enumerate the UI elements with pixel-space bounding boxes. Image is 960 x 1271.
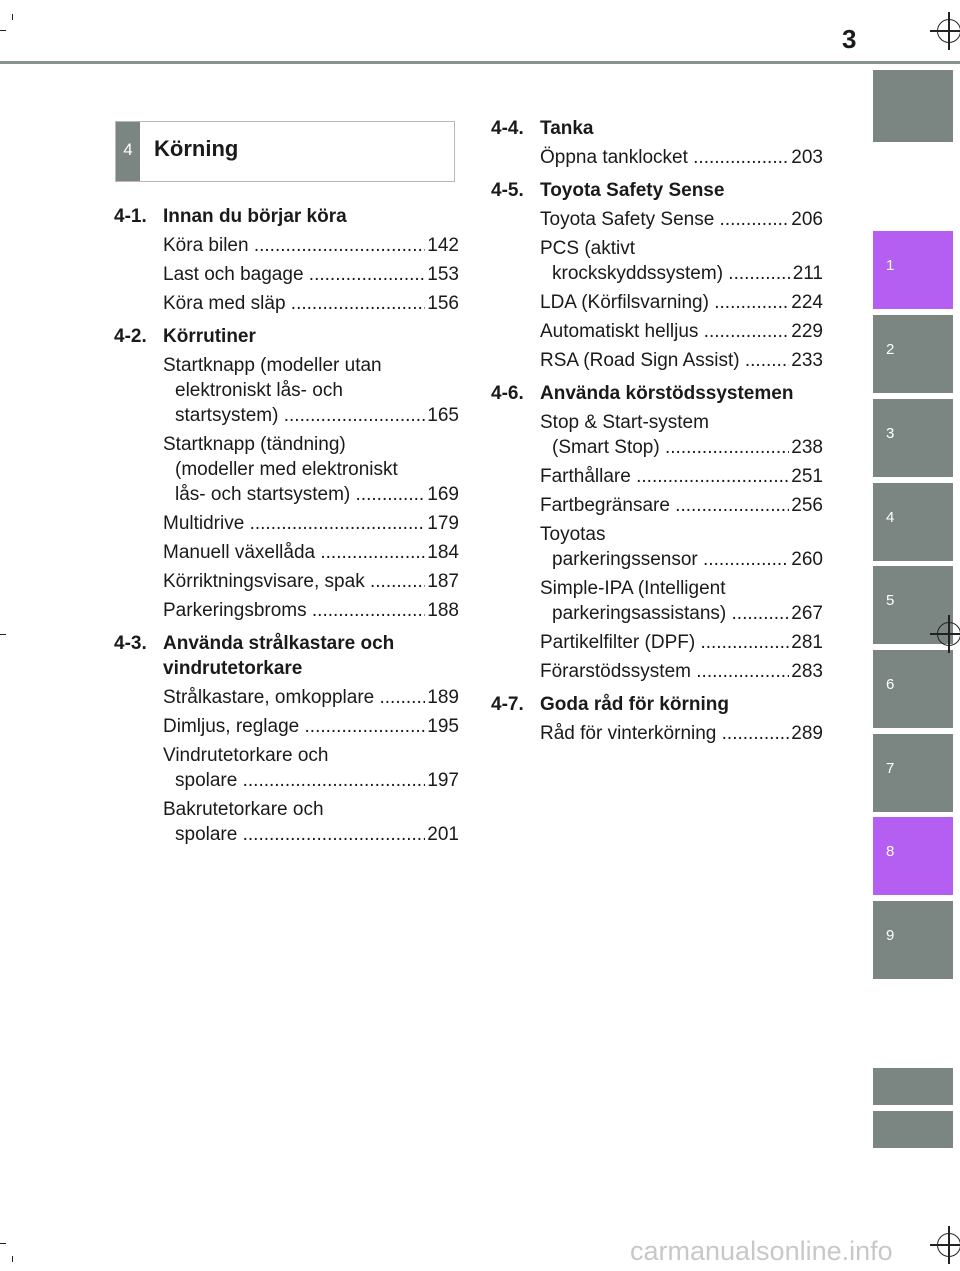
toc-section: [114, 204, 459, 316]
toc-entry[interactable]: [163, 743, 459, 793]
chapter-tab-2[interactable]: [873, 315, 953, 393]
registration-mark-icon: [937, 1233, 960, 1257]
entry-line: Köra bilen .....: [163, 233, 425, 258]
toc-section: [114, 631, 459, 847]
entry-label: [163, 291, 425, 316]
entry-label: [163, 797, 425, 847]
entry-label: [540, 207, 789, 232]
entry-page-number: 211: [792, 263, 823, 284]
entry-label: [163, 598, 425, 623]
section-heading: [491, 692, 823, 717]
entry-line: PCS (aktivt: [540, 238, 636, 259]
toc-entry[interactable]: [540, 721, 823, 746]
entry-label: [540, 290, 789, 315]
entry-label: [540, 348, 789, 373]
section-title: Innan du börjar köra: [163, 206, 347, 227]
toc-right-column: [491, 116, 823, 754]
entry-label: [163, 432, 425, 507]
entry-line: krockskyddssystem) .....: [540, 261, 791, 286]
chapter-header: [115, 121, 455, 182]
chapter-title: Körning: [154, 136, 239, 161]
registration-mark-icon: [937, 622, 960, 646]
entry-line: Öppna tanklocket .....: [540, 145, 789, 170]
entry-line: RSA (Road Sign Assist) .....: [540, 348, 789, 373]
section-number: 4-6.: [491, 383, 524, 404]
entry-label: [540, 630, 789, 655]
entry-label: [163, 714, 425, 739]
toc-entry[interactable]: [540, 348, 823, 373]
section-heading: [491, 116, 823, 141]
entry-line: Startknapp (modeller utan: [163, 355, 382, 376]
chapter-tab-blank[interactable]: [873, 70, 953, 142]
entry-label: [163, 353, 425, 428]
toc-section: [491, 692, 823, 746]
section-heading: [114, 324, 459, 349]
entry-label: [540, 319, 789, 344]
entry-line: parkeringssensor .....: [540, 547, 789, 572]
entry-line: Partikelfilter (DPF) .....: [540, 630, 789, 655]
entry-line: Parkeringsbroms .....: [163, 598, 425, 623]
chapter-tab-1[interactable]: [873, 231, 953, 309]
section-number: 4-2.: [114, 326, 147, 347]
entry-label: [540, 493, 789, 518]
watermark: carmanualsonline.info: [630, 1236, 893, 1266]
toc-entry[interactable]: [163, 353, 459, 428]
entry-line: lås- och startsystem) .....: [163, 482, 425, 507]
entry-page-number: 233: [791, 350, 823, 371]
toc-entry[interactable]: [163, 714, 459, 739]
registration-mark-icon: [937, 19, 960, 43]
chapter-tab-label: 3: [886, 425, 895, 442]
crop-mark: [12, 14, 13, 20]
section-number: 4-3.: [114, 633, 147, 654]
toc-entry[interactable]: [163, 432, 459, 507]
section-title: Toyota Safety Sense: [540, 180, 725, 201]
section-number: 4-1.: [114, 206, 147, 227]
entry-page-number: 184: [427, 542, 459, 563]
toc-left-column: [114, 204, 459, 855]
entry-line: Dimljus, reglage .....: [163, 714, 425, 739]
chapter-tab-7[interactable]: [873, 734, 953, 812]
toc-entry[interactable]: [540, 659, 823, 684]
section-title: Körrutiner: [163, 326, 256, 347]
toc-entry[interactable]: [163, 569, 459, 594]
entry-page-number: 201: [427, 824, 459, 845]
chapter-tab-8[interactable]: [873, 817, 953, 895]
toc-entry[interactable]: [163, 291, 459, 316]
entry-page-number: 224: [791, 292, 823, 313]
chapter-tab-label: 5: [886, 592, 895, 609]
entry-page-number: 197: [427, 770, 459, 791]
entry-page-number: 281: [791, 632, 823, 653]
chapter-tab-9[interactable]: [873, 901, 953, 979]
chapter-number: 4: [116, 122, 140, 181]
section-title: Goda råd för körning: [540, 694, 729, 715]
toc-entry[interactable]: [163, 797, 459, 847]
entry-line: Simple-IPA (Intelligent: [540, 578, 726, 599]
entry-line: startsystem) .....: [163, 403, 425, 428]
chapter-tab-label: 9: [886, 927, 895, 944]
toc-entry[interactable]: [540, 319, 823, 344]
entry-line: Toyota Safety Sense .....: [540, 207, 789, 232]
entry-line: (Smart Stop) .....: [540, 435, 789, 460]
entry-page-number: 195: [427, 716, 459, 737]
toc-section: [114, 324, 459, 623]
entry-page-number: 203: [791, 147, 823, 168]
entry-line: Förarstödssystem .....: [540, 659, 789, 684]
entry-page-number: 188: [427, 600, 459, 621]
crop-mark: [0, 30, 6, 31]
toc-entry[interactable]: [163, 540, 459, 565]
entry-page-number: 289: [791, 723, 823, 744]
entry-label: [163, 743, 425, 793]
entry-line: Köra med släp .....: [163, 291, 425, 316]
entry-label: [540, 721, 789, 746]
entry-label: [540, 410, 789, 460]
entry-page-number: 169: [427, 484, 459, 505]
entry-label: [163, 685, 425, 710]
entry-line: Råd för vinterkörning .....: [540, 721, 789, 746]
entry-line: Manuell växellåda .....: [163, 540, 425, 565]
toc-entry[interactable]: [540, 290, 823, 315]
section-heading: [491, 178, 823, 203]
entry-page-number: 165: [427, 405, 459, 426]
entry-line: (modeller med elektroniskt: [175, 459, 398, 480]
entry-line: LDA (Körfilsvarning) .....: [540, 290, 789, 315]
entry-page-number: 187: [427, 571, 459, 592]
entry-page-number: 251: [791, 466, 823, 487]
crop-mark: [0, 1243, 6, 1244]
chapter-tab-label: 4: [886, 509, 895, 526]
entry-line: parkeringsassistans) .....: [540, 601, 789, 626]
toc-section: [491, 178, 823, 373]
entry-line: Körriktningsvisare, spak .....: [163, 569, 425, 594]
entry-line: Strålkastare, omkopplare .....: [163, 685, 425, 710]
entry-page-number: 267: [791, 603, 823, 624]
toc-entry[interactable]: [163, 598, 459, 623]
section-title: Tanka: [540, 118, 594, 139]
entry-label: [163, 233, 425, 258]
crop-mark: [0, 634, 6, 635]
chapter-tab-4[interactable]: [873, 483, 953, 561]
section-heading: [114, 204, 459, 229]
toc-entry[interactable]: [163, 262, 459, 287]
entry-label: [540, 236, 791, 286]
entry-page-number: 189: [427, 687, 459, 708]
section-title: Använda strålkastare och vindrutetorkare: [163, 633, 395, 679]
crop-mark: [12, 1256, 13, 1262]
entry-line: spolare .....: [163, 768, 425, 793]
toc-entry[interactable]: [540, 630, 823, 655]
toc-entry[interactable]: [163, 233, 459, 258]
chapter-tab-label: 1: [886, 257, 895, 274]
top-rule: [0, 61, 960, 64]
toc-entry[interactable]: [540, 464, 823, 489]
toc-entry[interactable]: [540, 236, 823, 286]
entry-line: Startknapp (tändning): [163, 434, 346, 455]
entry-page-number: 238: [791, 437, 823, 458]
toc-entry[interactable]: [540, 522, 823, 572]
section-number: 4-5.: [491, 180, 524, 201]
entry-line: Toyotas: [540, 524, 606, 545]
chapter-tab-6[interactable]: [873, 650, 953, 728]
entry-line: Last och bagage .....: [163, 262, 425, 287]
chapter-tab-label: 7: [886, 760, 895, 777]
entry-page-number: 260: [791, 549, 823, 570]
entry-label: [163, 569, 425, 594]
chapter-tab-label: 8: [886, 843, 895, 860]
chapter-tab-label: 6: [886, 676, 895, 693]
entry-line: Vindrutetorkare och: [163, 745, 329, 766]
toc-section: [491, 381, 823, 684]
entry-line: Fartbegränsare .....: [540, 493, 789, 518]
entry-label: [163, 540, 425, 565]
entry-page-number: 283: [791, 661, 823, 682]
entry-label: [540, 659, 789, 684]
entry-page-number: 229: [791, 321, 823, 342]
entry-page-number: 142: [427, 235, 459, 256]
section-title: Använda körstödssystemen: [540, 383, 794, 404]
entry-line: Bakrutetorkare och: [163, 799, 324, 820]
toc-entry[interactable]: [540, 576, 823, 626]
section-heading: [114, 631, 459, 681]
entry-label: [163, 262, 425, 287]
entry-page-number: 206: [791, 209, 823, 230]
entry-label: [540, 576, 789, 626]
section-number: 4-7.: [491, 694, 524, 715]
entry-line: spolare .....: [163, 822, 425, 847]
toc-entry[interactable]: [540, 410, 823, 460]
entry-label: [163, 511, 425, 536]
section-heading: [491, 381, 823, 406]
entry-page-number: 256: [791, 495, 823, 516]
toc-section: [491, 116, 823, 170]
chapter-tab-label: 2: [886, 341, 895, 358]
section-number: 4-4.: [491, 118, 524, 139]
toc-entry[interactable]: [163, 685, 459, 710]
entry-label: [540, 145, 789, 170]
entry-page-number: 153: [427, 264, 459, 285]
chapter-tab-blank[interactable]: [873, 1068, 953, 1105]
chapter-tab-blank[interactable]: [873, 1111, 953, 1148]
toc-entry[interactable]: [540, 493, 823, 518]
entry-page-number: 156: [427, 293, 459, 314]
entry-line: Multidrive .....: [163, 511, 425, 536]
entry-line: elektroniskt lås- och: [175, 380, 343, 401]
entry-line: Farthållare .....: [540, 464, 789, 489]
entry-label: [540, 522, 789, 572]
entry-line: Automatiskt helljus .....: [540, 319, 789, 344]
toc-entry[interactable]: [163, 511, 459, 536]
toc-entry[interactable]: [540, 145, 823, 170]
page-number: 3: [842, 24, 857, 54]
chapter-tab-3[interactable]: [873, 399, 953, 477]
entry-page-number: 179: [427, 513, 459, 534]
entry-label: [540, 464, 789, 489]
toc-entry[interactable]: [540, 207, 823, 232]
entry-line: Stop & Start-system: [540, 412, 709, 433]
